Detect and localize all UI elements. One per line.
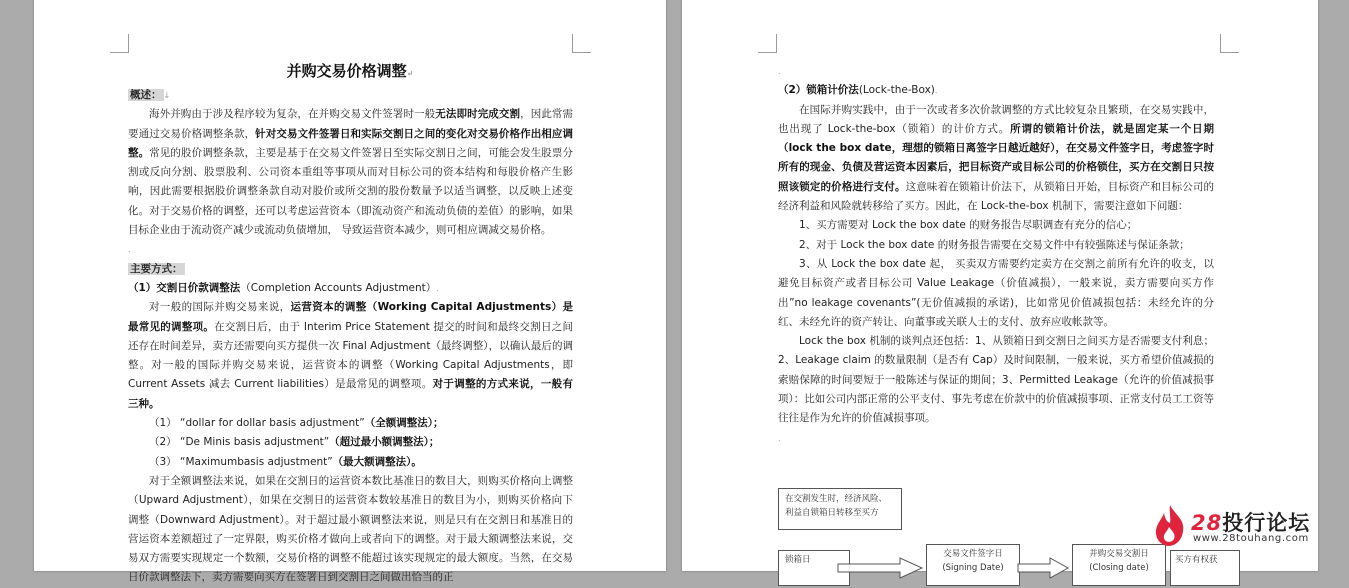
overview-para-run: ，因此常需要通过交易价格调整条款，	[128, 108, 574, 140]
document-page-left	[34, 0, 666, 584]
method1-paragraph	[128, 298, 573, 414]
item-part: （全额调整法）；	[364, 417, 444, 430]
adjustment-methods-list	[128, 414, 573, 472]
section2-heading-en: (Lock-the-Box)	[858, 84, 935, 97]
overview-label: 概述：	[130, 89, 162, 101]
document-page-right	[682, 0, 1318, 571]
flow-note-box: 在交割发生时，经济风险、利益自锁箱日转移至买方	[778, 488, 902, 530]
page1-body: 概述： ↓ 海外并购由于涉及程序较为复杂，在并购交易文件签署时一般无法即时完成交割，因此常需要通过交易价格调整条款，针对交易文件签署日和实际交割日之间的变化对交易价格作出相应调整。常见的股价调整条款，主要是基于在交易文件签署日至实际交割日之间，可能会发生股票分割或反向分割、股票股利、公司资本重组等事项从而对目标公司的资本结构和每股价格产生影响，因此需要根据股价调整条款自动对股价或所交割的股份数量予以适当调整，以反映上述变化。对于交易价格的调整，还可以考虑运营资本（即流动资产和流动负债的差值）的影响，如果目标企业由于流动资产减少或流动负债增加， 导致运营资本减少，则可相应调减交易价格。 . 主要方式： （1）交割日价款调整法（Completion Accounts Adjustment）. 对一般的国际并购交易来说，运营资本的调整（Working Capital Adjustments）是最常见的调整项。在交割日后，由于 Interim Price Statement 提交的时间和最终交割日之间还存在时间差异，卖方还需要向买方提供一次 Final Adjustment（最终调整），以确认最后的调整。对一般的国际并购交易来说，运营资本的调整（Working Capital Adjustments，即 Current Assets 减去 Current liabilities）是最常见的调整项。对于调整的方式来说，一般有三种。 （1） “dollar for dollar basis adjustment”（全额调整法）； （2） “De Minis basis adjustment”（超过最小额调整法）； （3） “Maximumbasis adjustment”（最大额调整法）。 对于全额调整法来说，如果在交割日的运营资本数比基准日的数目大，则购买价格向上调整（Upward Adjustment），如果在交割日的运营资本数较基准日的数目为小，则购买价格向下调整（Downward Adjustment）。对于超过最小额调整法来说，则是只有在交割日和基准日的营运资本差额超过了一定界限，购买价格才做向上或者向下的调整。对于最大额调整法来说，交易双方需要实现规定一个数额，交易价格的调整不能超过该实现规定的最大额度。当然，在交易日价款调整法下，卖方需要向买方在签署日到交割日之间做出恰当的正	[128, 86, 573, 588]
item-part: （超过最小额调整法）；	[329, 436, 440, 449]
flow-arrow-1	[836, 556, 926, 580]
method1-tail-paragraph: 对于全额调整法来说，如果在交割日的运营资本数比基准日的数目大，则购买价格向上调整（Upward Adjustment），如果在交割日的运营资本数较基准日的数目为小，则购买价格向下调整（Downward Adjustment）。对于超过最小额调整法来说，则是只有在交割日和基准日的营运资本差额超过了一定界限，购买价格才做向上或者向下的调整。对于最大额调整法来说，交易双方需要实现规定一个数额，交易价格的调整不能超过该实现规定的最大额度。当然，在交易日价款调整法下，卖方需要向买方在签署日到交割日之间做出恰当的正	[128, 474, 573, 584]
overview-para-run: 常见的股价调整条款，主要是基于在交易文件签署日至实际交割日之间，可能会发生股票分割或反向分割、股票股利、公司资本重组等事项从而对目标公司的资本结构和每股价格产生影响，因此需要根据股价调整条款自动对股价或所交割的股份数量予以适当调整，以反映上述变化。对于交易价格的调整，还可以考虑运营资本（即流动资产和流动负债的差值）的影响，如果目标企业由于流动资产减少或流动负债增加， 导致运营资本减少，则可相应调减交易价格。	[128, 146, 574, 237]
lockbox-issue-item: 3、从 Lock the box date 起， 买卖双方需要约定卖方在交割之前所有允许的收支，以避免目标资产或者目标公司 Value Leakage（价值减损），一般来说，卖方需要向买方作出”no leakage covenants”(无价值减损的承诺)，比如常见价值减损包括：未经允许的分红、未经允许的资产转让、向董事或关联人士的支付、放弃应收帐款等。	[778, 257, 1214, 328]
flow-box-signing-date: 交易文件签字日 (Signing Date)	[926, 544, 1020, 586]
flow-box-closing-date: 并购交易交割日 (Closing date)	[1072, 544, 1166, 586]
item-part: “De Minis basis adjustment”	[180, 436, 330, 449]
method1-heading: （1）交割日价款调整法	[128, 281, 241, 294]
lockbox-issues-list	[778, 216, 1214, 332]
flame-icon	[1153, 503, 1187, 547]
crop-mark-top-right-2	[1220, 34, 1239, 53]
overview-para-run: 针对交易文件签署日和实际交割日之间的变化对交易价格作出相应调整。	[128, 127, 573, 159]
method1-para-run: 运营资本的调整（Working Capital Adjustments）是最常见的调整项。	[128, 301, 573, 333]
methods-label: 主要方式：	[130, 262, 183, 275]
lockbox-paragraph	[778, 101, 1214, 217]
watermark-url: www.28touhang.com	[1193, 533, 1309, 544]
adjustment-method-item	[128, 414, 573, 433]
method1-para-run: 对一般的国际并购交易来说，	[149, 301, 291, 314]
lockbox-issue-item: 2、对于 Lock the box date 的财务报告需要在交易文件中有较强陈述与保证条款；	[799, 238, 1190, 251]
watermark-brand: 28投行论坛	[1191, 511, 1311, 535]
lockbox-para-run: 所谓的锁箱计价法，就是固定某一个日期（lock the box date，理想的锁箱日离签字日越近越好），在交易文件签字日，考虑签字时所有的现金、负债及营运资本因素后，把目标资产或目标公司的价格锁住，买方在交割日只按照该锁定的价格进行支付。	[778, 122, 1214, 193]
overview-para-run: 海外并购由于涉及程序较为复杂，在并购交易文件签署时一般	[149, 108, 436, 121]
lockbox-issue-item: 1、买方需要对 Lock the box date 的财务报告尽职调查有充分的信心；	[799, 219, 1138, 232]
item-part: （3）	[149, 455, 181, 468]
overview-para-run: 无法即时完成交割	[435, 108, 521, 121]
document-title: 并购交易价格调整↵	[286, 62, 414, 80]
adjustment-method-item	[128, 433, 573, 452]
crop-mark-top-right	[572, 34, 591, 53]
lockbox-para-run: 在国际并购实践中，由于一次或者多次价款调整的方式比较复杂且繁琐，在交易实践中，也出现了 Lock-the-box（锁箱）的计价方式。	[778, 103, 1214, 135]
item-part: “Maximumbasis adjustment”	[180, 455, 333, 468]
item-part: “dollar for dollar basis adjustment”	[180, 417, 365, 430]
item-part: （2）	[149, 436, 181, 449]
method1-para-run: 对于调整的方式来说，一般有三种。	[128, 378, 574, 410]
method1-para-run: 在交割日后，由于 Interim Price Statement 提交的时间和最终交割日之间还存在时间差异，卖方还需要向买方提供一次 Final Adjustment（最终调整），以确认最后的调整。对一般的国际并购交易来说，运营资本的调整（Working Capital Adjustments，即 Current Assets 减去 Current liabilities）是最常见的调整项。	[128, 320, 573, 391]
flow-arrow-2	[1016, 556, 1072, 580]
flow-box-lockbox-date: 锁箱日	[778, 550, 850, 586]
lockbox-negotiation-paragraph: Lock the box 机制的谈判点还包括：1、从锁箱日到交割日之间买方是否需要支付利息；2、Leakage claim 的数量限制（是否有 Cap）及时间限制，一般来说，买方希望价值减损的索赔保障的时间要短于一般陈述与保证的期间；3、Permitted Leakage（允许的价值减损事项）：比如公司内部正常的公平支付、事先考虑在价款中的价值减损事项、正常支付员工工资等往往是作为允许的价值减损事项。	[778, 335, 1214, 425]
lockbox-para-run: 这意味着在锁箱计价法下，从锁箱日开始，目标资产和目标公司的经济利益和风险就转移给了买方。因此，在 Lock-the-box 机制下，需要注意如下问题：	[778, 180, 1215, 213]
overview-paragraph	[128, 105, 573, 240]
crop-mark-top-left-2	[758, 34, 777, 53]
section2-heading: （2）锁箱计价法	[778, 84, 859, 97]
item-part: （最大额调整法）。	[332, 455, 422, 468]
adjustment-method-item	[128, 453, 573, 472]
item-part: （1）	[149, 417, 181, 430]
method1-heading-en: （Completion Accounts Adjustment）	[240, 281, 437, 294]
flow-box-buyer-right: 买方有权获	[1170, 550, 1240, 586]
page2-body: . （2）锁箱计价法(Lock-the-Box). 在国际并购实践中，由于一次或者多次价款调整的方式比较复杂且繁琐，在交易实践中，也出现了 Lock-the-box（锁箱）的计价方式。所谓的锁箱计价法，就是固定某一个日期（lock the box date，理想的锁箱日离签字日越近越好），在交易文件签字日，考虑签字时所有的现金、负债及营运资本因素后，把目标资产或目标公司的价格锁住，买方在交割日只按照该锁定的价格进行支付。这意味着在锁箱计价法下，从锁箱日开始，目标资产和目标公司的经济利益和风险就转移给了买方。因此，在 Lock-the-box 机制下，需要注意如下问题： 1、买方需要对 Lock the box date 的财务报告尽职调查有充分的信心； 2、对于 Lock the box date 的财务报告需要在交易文件中有较强陈述与保证条款； 3、从 Lock the box date 起， 买卖双方需要约定卖方在交割之前所有允许的收支，以避免目标资产或者目标公司 Value Leakage（价值减损），一般来说，卖方需要向买方作出”no leakage covenants”(无价值减损的承诺)，比如常见价值减损包括：未经允许的分红、未经允许的资产转让、向董事或关联人士的支付、放弃应收帐款等。 Lock the box 机制的谈判点还包括：1、从锁箱日到交割日之间买方是否需要支付利息；2、Leakage claim 的数量限制（是否有 Cap）及时间限制，一般来说，买方希望价值减损的索赔保障的时间要短于一般陈述与保证的期间；3、Permitted Leakage（允许的价值减损事项）：比如公司内部正常的公平支付、事先考虑在价款中的价值减损事项、正常支付员工工资等往往是作为允许的价值减损事项。 .	[778, 67, 1215, 443]
crop-mark-top-left	[110, 34, 129, 53]
watermark-logo	[1153, 503, 1323, 551]
